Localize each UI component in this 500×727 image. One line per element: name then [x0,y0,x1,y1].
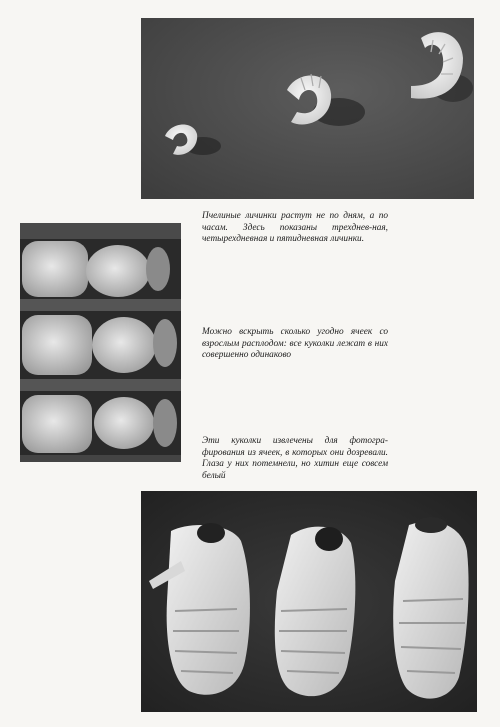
brood-cells-photo [20,223,181,462]
pupae-caption: Эти куколки извлечены для фотогра-фирования из ячеек, в которых они дозревали. Глаза у них потемнели, но хитин еще совсем белый [202,436,388,481]
pupa-2 [275,527,356,697]
larvae-photo [141,18,474,199]
larvae-caption: Пчелиные личинки растут не по дням, а по часам. Здесь показаны трехднев-ная, четырехдневная и пятидневная личинки. [202,211,388,244]
pupae-photo [141,491,477,712]
cells-caption: Можно вскрыть сколько угодно ячеек со взрослым расплодом: все куколки лежат в них совершенно одинаково [202,327,388,360]
pupa-3 [393,517,468,699]
